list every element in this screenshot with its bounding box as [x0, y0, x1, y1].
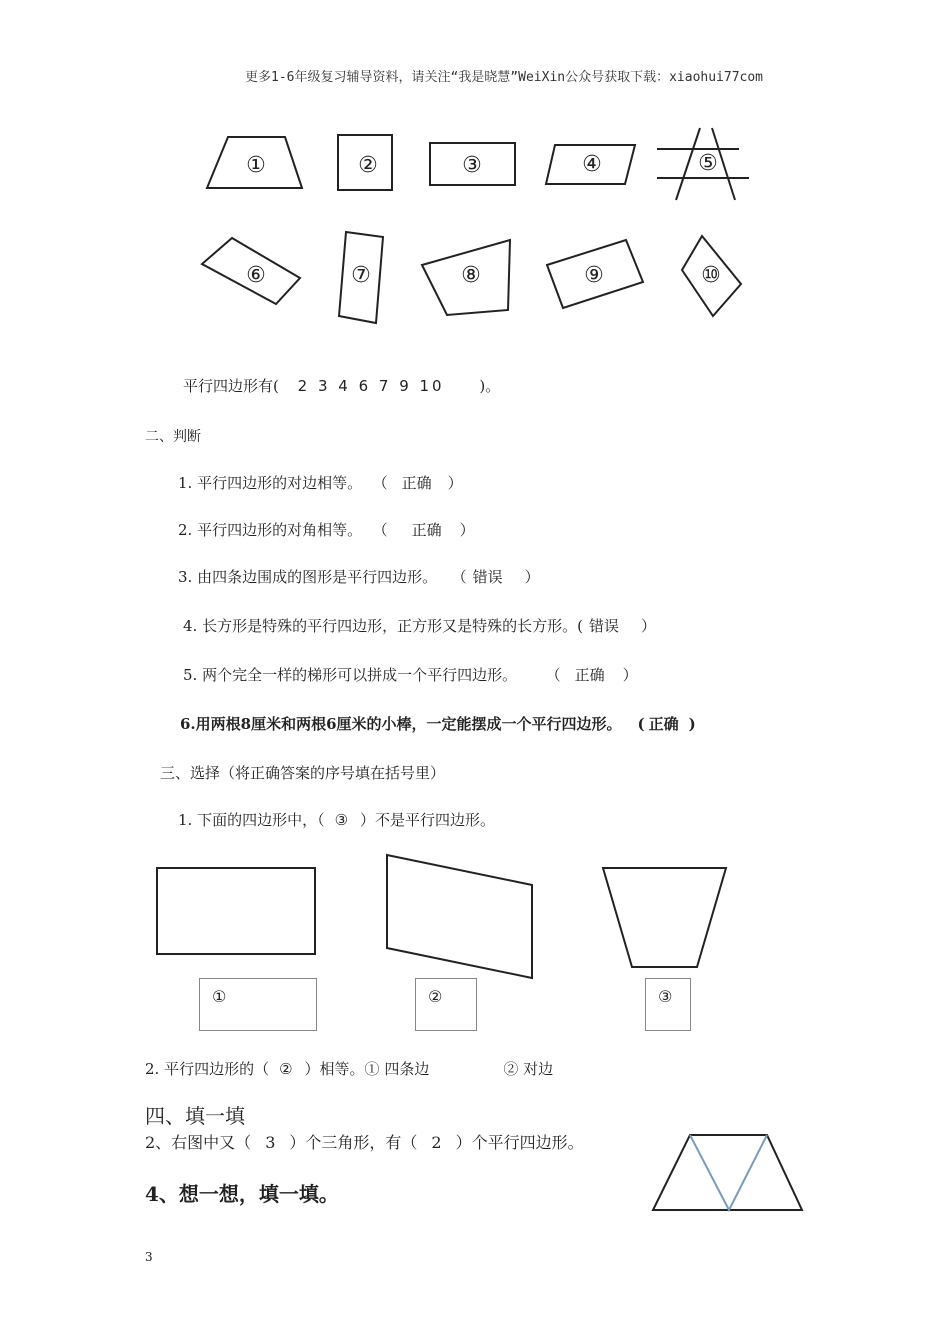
judge-answer-3: 错误: [472, 568, 503, 586]
judge-item-6: 6.用两根8厘米和两根6厘米的小棒，一定能摆成一个平行四边形。 ( 正确 ): [180, 715, 696, 733]
choice-q2-answer: ②: [279, 1060, 293, 1078]
judge-answer-5: 正确: [574, 666, 605, 684]
fill-q2: 2、右图中又（ 3 ）个三角形，有（ 2 ）个平行四边形。: [145, 1133, 584, 1152]
shape-10-label: ⑩: [701, 263, 721, 288]
choice-q1-answer: ③: [334, 811, 349, 829]
q1-line: [183, 375, 500, 396]
q1-prefix: 平行四边形有(: [183, 377, 279, 395]
shape-8-label: ⑧: [461, 263, 481, 288]
choice-parallelogram: [387, 855, 532, 978]
judge-answer-4: 错误: [588, 617, 619, 635]
judge-item-1: 1. 平行四边形的对边相等。 （ 正确 ）: [178, 474, 463, 492]
judge-answer-6: 正确: [648, 715, 679, 733]
page-header: 更多1-6年级复习辅导资料，请关注“我是晓慧”WeiXin公众号获取下载：xiaohui77com: [245, 70, 764, 85]
fill-q2-answer2: 2: [431, 1133, 442, 1152]
choice-rectangle: [157, 868, 315, 954]
shape-1-label: ①: [246, 153, 266, 178]
section4-title: 四、填一填: [145, 1104, 245, 1128]
choice-trapezoid: [603, 868, 726, 967]
judge-item-3: 3. 由四条边围成的图形是平行四边形。 （ 错误 ）: [178, 568, 540, 586]
shape-9-label: ⑨: [584, 263, 604, 288]
choice-label-1: ①: [212, 987, 227, 1006]
fill-q4: 4、想一想，填一填。: [145, 1182, 339, 1206]
choice-shapes: [150, 850, 740, 985]
choice-label-3: ③: [658, 987, 673, 1006]
judge-answer-1: 正确: [401, 474, 432, 492]
page-number: 3: [145, 1250, 153, 1264]
choice-q2: 2. 平行四边形的（ ② ）相等。① 四条边 ② 对边: [145, 1060, 554, 1078]
shape-2-label: ②: [358, 153, 378, 178]
judge-answer-2: 正确: [411, 521, 442, 539]
section2-title: 二、判断: [145, 429, 201, 445]
choice-label-box-2: [415, 978, 477, 1031]
choice-q1: 1. 下面的四边形中，（ ③ ）不是平行四边形。: [178, 811, 496, 829]
shape-3-label: ③: [462, 153, 482, 178]
q1-suffix: )。: [479, 377, 501, 395]
fill-q2-answer1: 3: [265, 1133, 276, 1152]
judge-item-4: 4. 长方形是特殊的平行四边形，正方形又是特殊的长方形。( 错误 ）: [183, 617, 656, 635]
choice-label-box-1: [199, 978, 317, 1031]
choice-label-2: ②: [428, 987, 443, 1006]
choice-label-box-3: [645, 978, 691, 1031]
shape-7-label: ⑦: [351, 263, 371, 288]
q1-answer: 2 3 4 6 7 9 10: [297, 377, 445, 395]
judge-item-5: 5. 两个完全一样的梯形可以拼成一个平行四边形。 （ 正确 ）: [183, 666, 638, 684]
shape-6-label: ⑥: [246, 263, 266, 288]
shape-4-label: ④: [582, 152, 602, 177]
section3-title: 三、选择（将正确答案的序号填在括号里）: [160, 764, 446, 782]
judge-item-2: 2. 平行四边形的对角相等。 （ 正确 ）: [178, 521, 475, 539]
trapezoid-triangles-figure: [650, 1130, 810, 1215]
shape-5-label: ⑤: [698, 151, 718, 176]
shapes-figure: [190, 120, 760, 330]
